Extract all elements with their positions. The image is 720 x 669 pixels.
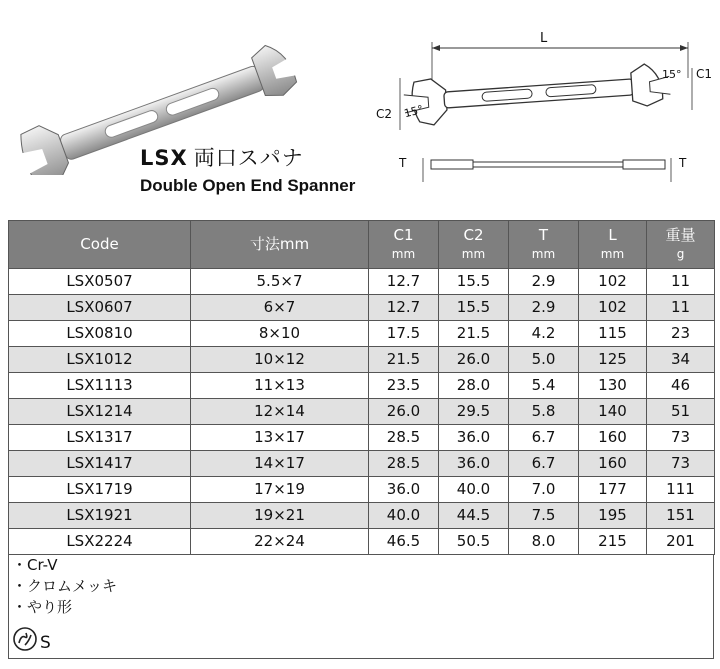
cell-l: 160 (579, 451, 647, 477)
product-header (0, 0, 720, 215)
cell-l: 102 (579, 295, 647, 321)
cell-c2: 36.0 (439, 425, 509, 451)
note-material: ・Cr-V (12, 556, 58, 574)
dimension-label-T-right: T (679, 156, 687, 170)
header-l: L mm (579, 221, 647, 269)
header-t: T mm (509, 221, 579, 269)
cell-c2: 50.5 (439, 529, 509, 555)
cell-l: 115 (579, 321, 647, 347)
cell-size: 17×19 (191, 477, 369, 503)
cell-c2: 15.5 (439, 295, 509, 321)
cell-t: 2.9 (509, 269, 579, 295)
cell-c1: 21.5 (369, 347, 439, 373)
cell-size: 6×7 (191, 295, 369, 321)
table-row (9, 321, 715, 347)
product-name-jp: 両口スパナ (193, 146, 304, 170)
cell-t: 6.7 (509, 425, 579, 451)
cell-size: 12×14 (191, 399, 369, 425)
quality-mark-letter: S (40, 633, 51, 653)
cell-t: 5.4 (509, 373, 579, 399)
table-row (9, 295, 715, 321)
cell-c1: 12.7 (369, 295, 439, 321)
table-row (9, 269, 715, 295)
product-title (140, 142, 355, 172)
cell-code: LSX1719 (9, 477, 191, 503)
cell-weight: 23 (647, 321, 715, 347)
dimension-angle-left: 15° (402, 102, 425, 121)
cell-l: 160 (579, 425, 647, 451)
header-row (9, 221, 715, 269)
cell-c2: 26.0 (439, 347, 509, 373)
cell-weight: 51 (647, 399, 715, 425)
cell-t: 8.0 (509, 529, 579, 555)
header-c2: C2 mm (439, 221, 509, 269)
header-c1: C1 mm (369, 221, 439, 269)
cell-code: LSX1113 (9, 373, 191, 399)
product-name-en: Double Open End Spanner (140, 176, 356, 195)
header-weight: 重量 g (647, 221, 715, 269)
table-row (9, 373, 715, 399)
cell-weight: 111 (647, 477, 715, 503)
cell-l: 130 (579, 373, 647, 399)
cell-size: 8×10 (191, 321, 369, 347)
cell-size: 14×17 (191, 451, 369, 477)
product-code-prefix: LSX (140, 146, 188, 170)
cell-t: 4.2 (509, 321, 579, 347)
cell-t: 5.0 (509, 347, 579, 373)
dimension-diagram-side (395, 150, 705, 190)
cell-l: 125 (579, 347, 647, 373)
product-title-block (140, 142, 355, 196)
cell-c2: 29.5 (439, 399, 509, 425)
cell-weight: 46 (647, 373, 715, 399)
cell-code: LSX1417 (9, 451, 191, 477)
table-row (9, 477, 715, 503)
cell-c1: 46.5 (369, 529, 439, 555)
cell-c2: 28.0 (439, 373, 509, 399)
header-code: Code (9, 221, 191, 269)
cell-code: LSX0507 (9, 269, 191, 295)
dimension-label-T-left: T (399, 156, 407, 170)
cell-l: 195 (579, 503, 647, 529)
cell-t: 7.0 (509, 477, 579, 503)
cell-weight: 201 (647, 529, 715, 555)
cell-weight: 11 (647, 269, 715, 295)
dimension-label-C2: C2 (376, 107, 393, 121)
cell-weight: 151 (647, 503, 715, 529)
spec-table (8, 220, 715, 555)
cell-size: 11×13 (191, 373, 369, 399)
cell-c1: 36.0 (369, 477, 439, 503)
note-shape: ・やり形 (12, 598, 73, 616)
cell-t: 6.7 (509, 451, 579, 477)
dimension-angle-right: 15° (662, 68, 682, 81)
table-row (9, 425, 715, 451)
table-row (9, 529, 715, 555)
cell-c1: 23.5 (369, 373, 439, 399)
cell-c2: 40.0 (439, 477, 509, 503)
note-finish: ・クロムメッキ (12, 577, 118, 595)
cell-c1: 26.0 (369, 399, 439, 425)
cell-code: LSX2224 (9, 529, 191, 555)
cell-weight: 34 (647, 347, 715, 373)
cell-c2: 15.5 (439, 269, 509, 295)
cell-l: 215 (579, 529, 647, 555)
cell-t: 2.9 (509, 295, 579, 321)
cell-l: 102 (579, 269, 647, 295)
cell-code: LSX0810 (9, 321, 191, 347)
cell-code: LSX1012 (9, 347, 191, 373)
cell-code: LSX1214 (9, 399, 191, 425)
cell-size: 10×12 (191, 347, 369, 373)
cell-code: LSX0607 (9, 295, 191, 321)
cell-code: LSX1921 (9, 503, 191, 529)
cell-c1: 12.7 (369, 269, 439, 295)
cell-code: LSX1317 (9, 425, 191, 451)
dimension-label-L: L (540, 31, 548, 46)
cell-c1: 28.5 (369, 425, 439, 451)
cell-c2: 36.0 (439, 451, 509, 477)
spec-table-body (9, 269, 715, 555)
cell-size: 5.5×7 (191, 269, 369, 295)
cell-weight: 73 (647, 451, 715, 477)
dimension-label-C1: C1 (696, 67, 713, 81)
cell-c2: 44.5 (439, 503, 509, 529)
cell-weight: 11 (647, 295, 715, 321)
cell-l: 177 (579, 477, 647, 503)
cell-t: 7.5 (509, 503, 579, 529)
cell-size: 19×21 (191, 503, 369, 529)
notes-panel (8, 555, 714, 659)
header-size: 寸法mm (191, 221, 369, 269)
cell-c1: 40.0 (369, 503, 439, 529)
table-row (9, 503, 715, 529)
cell-size: 22×24 (191, 529, 369, 555)
table-row (9, 347, 715, 373)
cell-c2: 21.5 (439, 321, 509, 347)
quality-mark-icon (12, 626, 38, 652)
table-row (9, 451, 715, 477)
quality-mark (12, 625, 51, 653)
cell-c1: 28.5 (369, 451, 439, 477)
cell-c1: 17.5 (369, 321, 439, 347)
cell-l: 140 (579, 399, 647, 425)
dimension-diagram-top (370, 20, 715, 140)
cell-weight: 73 (647, 425, 715, 451)
spec-table-header (9, 221, 715, 269)
cell-t: 5.8 (509, 399, 579, 425)
table-row (9, 399, 715, 425)
cell-size: 13×17 (191, 425, 369, 451)
